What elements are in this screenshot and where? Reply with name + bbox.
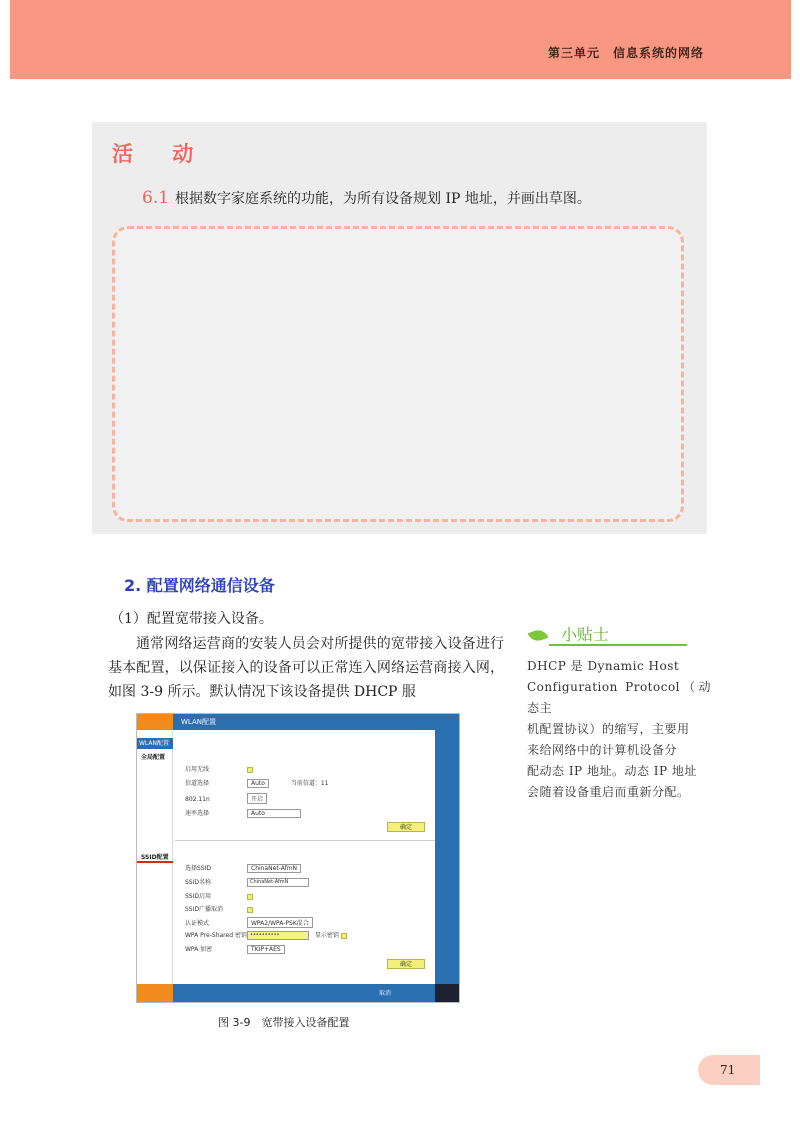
ssid-broadcast-label: SSID广播取消: [185, 906, 224, 913]
row-ssid-broadcast: [185, 904, 253, 913]
figure-right-bar: [435, 730, 459, 986]
channel-select[interactable]: Auto: [247, 779, 269, 788]
enable-wireless-checkbox[interactable]: [247, 767, 253, 773]
activity-title: 活 动: [112, 142, 210, 166]
figure-bottom-left-block: [137, 984, 173, 1002]
channel-label: 信道选择: [185, 780, 210, 787]
ssid-confirm-button[interactable]: 确定: [387, 959, 425, 969]
sidebar-item-global[interactable]: 全局配置: [141, 754, 166, 761]
row-psk: [185, 930, 347, 940]
tip-title: 小贴士: [561, 625, 610, 644]
figure-top-tab[interactable]: WLAN配置: [181, 718, 217, 726]
global-confirm-button[interactable]: 确定: [387, 822, 425, 832]
row-select-ssid: [185, 863, 301, 873]
cancel-button[interactable]: 取消: [379, 990, 392, 997]
show-key-label: 显示密钥: [314, 932, 339, 939]
sketch-area: [112, 226, 684, 522]
tip-text: [527, 656, 711, 803]
rate-select[interactable]: Auto: [247, 809, 301, 818]
tip-line: 机配置协议）的缩写，主要用: [527, 722, 690, 736]
tip-line: Configuration Protocol（动态主: [527, 680, 711, 715]
leaf-icon: [528, 627, 549, 643]
ssid-select[interactable]: ChinaNet-AfmN: [247, 864, 301, 873]
activity-task-number: 6.1: [142, 188, 170, 208]
select-ssid-label: 选择SSID: [185, 865, 212, 872]
auth-mode-label: 认证模式: [185, 920, 210, 927]
body-text: [108, 632, 504, 704]
activity-box: [92, 122, 707, 534]
figure-bottom-bar: [137, 984, 459, 1002]
activity-task-text: 根据数字家庭系统的功能，为所有设备规划 IP 地址，并画出草图。: [175, 191, 591, 207]
ssid-enable-label: SSID启用: [185, 893, 212, 900]
figure-top-left-block: [137, 714, 173, 730]
tip-line: 配动态 IP 地址。动态 IP 地址: [527, 764, 697, 778]
psk-input[interactable]: ••••••••••: [247, 931, 309, 940]
show-key-checkbox[interactable]: [341, 933, 347, 939]
tip-line: DHCP 是 Dynamic Host: [527, 659, 680, 673]
figure-main-panel: [175, 736, 435, 986]
auth-mode-select[interactable]: WPA2/WPA-PSK混合: [247, 917, 313, 928]
section-heading: 2. 配置网络通信设备: [124, 576, 275, 595]
current-channel: 当前信道：11: [290, 780, 329, 787]
page-number: 71: [720, 1063, 736, 1077]
header-band: [10, 0, 791, 79]
running-header: 第三单元 信息系统的网络: [547, 46, 704, 60]
ssid-name-input[interactable]: ChinaNet-AfmN: [247, 878, 309, 887]
row-enable-wireless: [185, 764, 253, 773]
ssid-broadcast-checkbox[interactable]: [247, 907, 253, 913]
rate-label: 速率选择: [185, 810, 210, 817]
wpa-encryption-label: WPA 加密: [185, 946, 213, 953]
ssid-enable-checkbox[interactable]: [247, 894, 253, 900]
tip-line: 会随着设备重启而重新分配。: [527, 785, 690, 799]
tip-header: [527, 622, 711, 648]
row-auth-mode: [185, 917, 313, 928]
figure-sidebar: [137, 730, 173, 986]
sidebar-item-wlan[interactable]: WLAN配置: [137, 738, 173, 749]
enable-wireless-label: 启用无线: [185, 766, 210, 773]
mode-label: 802.11n: [185, 796, 210, 803]
psk-label: WPA Pre-Shared 密钥: [185, 932, 247, 939]
row-ssid-name: [185, 877, 309, 887]
figure-bottom-right-block: [435, 984, 459, 1002]
row-80211n: [185, 793, 267, 804]
body-paragraph: 通常网络运营商的安装人员会对所提供的宽带接入设备进行基本配置，以保证接入的设备可以正常连入网络运营商接入网，如图 3-9 所示。默认情况下该设备提供 DHCP 服: [108, 636, 504, 700]
figure-divider: [175, 840, 435, 841]
sidebar-active-underline: [137, 861, 173, 863]
wpa-encryption-select[interactable]: TKIP+AES: [247, 945, 285, 954]
tip-box: [527, 622, 711, 803]
figure-caption: 图 3-9 宽带接入设备配置: [218, 1016, 350, 1029]
activity-task: [142, 188, 591, 208]
row-rate: [185, 808, 301, 818]
row-channel: [185, 778, 329, 788]
sub-heading: （1）配置宽带接入设备。: [110, 611, 273, 627]
ssid-name-label: SSID名称: [185, 879, 212, 886]
tip-underline: [549, 644, 687, 646]
router-config-screenshot: [136, 713, 460, 1003]
row-wpa-encryption: [185, 944, 285, 954]
tip-line: 来给网络中的计算机设备分: [527, 743, 678, 757]
row-ssid-enable: [185, 891, 253, 900]
mode-select[interactable]: 开启: [247, 793, 267, 804]
sidebar-item-ssid[interactable]: SSID配置: [141, 854, 169, 861]
